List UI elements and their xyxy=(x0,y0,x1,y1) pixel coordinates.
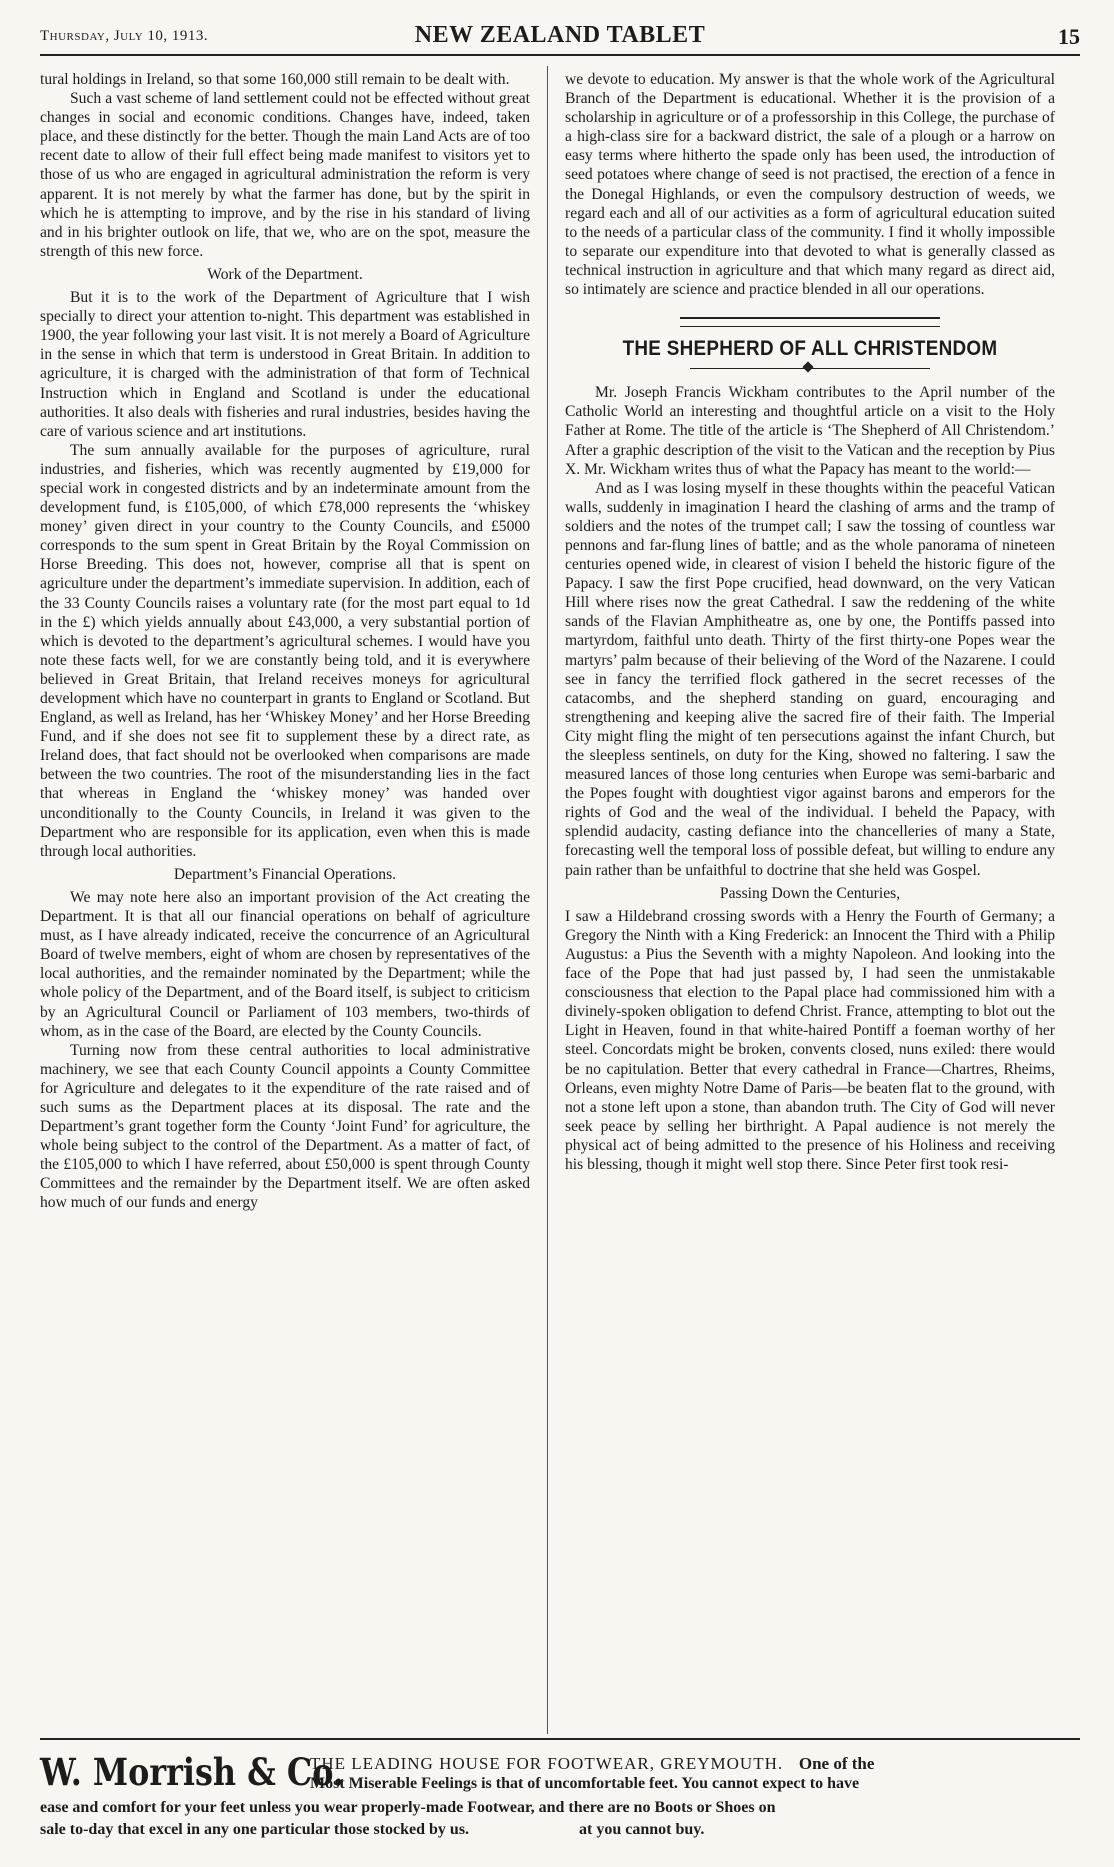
ad-line: ease and comfort for your feet unless you wear properly-made Footwear, and there are no Boots or Shoes on xyxy=(40,1799,776,1816)
column-divider xyxy=(547,66,548,1734)
paragraph: we devote to education. My answer is that the whole work of the Agricultural Branch of the Department is educational. Whether it is the provision of a scholarship in agriculture or of a professorship in this College, the purchase of a high-class sire for a backward district, the sale of a plough or a harrow on easy terms where hitherto the spade only has been used, the introduction of seed potatoes where change of seed is not practised, the erection of a fence in the Donegal Highlands, or even the compulsory destruction of weeds, we regard each and all of our activities as a form of agricultural education suited to the needs of a particular class of the community. I find it wholly impossible to separate our expenditure into that devoted to what is generally classed as technical instruction in agriculture and that which many regard as direct aid, so intimately are science and practice blended in all our operations. xyxy=(565,71,1055,299)
paragraph: I saw a Hildebrand crossing swords with a Henry the Fourth of Germany; a Gregory the Ninth with a King Frederick: an Innocent the Third with a Philip Augustus: a Pius the Seventh with a mighty Napoleon. And looking into the face of the Pope that had just passed by, I had seen the unmistakable consciousness that election to the Papal place had commissioned him with a divinely-spoken obligation to defend Christ. France, attempting to blot out the Light in Heaven, found in that white-haired Pontiff a foeman worthy of her steel. Concordats might be broken, convents closed, nuns exiled: there would be no capitulation. Better that every cathedral in France—Chartres, Rheims, Orleans, even mighty Notre Dame of Paris—be beaten flat to the ground, with not a stone left upon a stone, than abandon truth. The City of God will never seek peace by selling her birthright. A Papal audience is not merely the physical act of being admitted to the presence of his Holiness and receiving his blessing, though it might well stop there. Since Peter first took resi- xyxy=(565,907,1055,1173)
footwear-advertisement xyxy=(40,1748,1080,1858)
paragraph: And as I was losing myself in these thoughts within the peaceful Vatican walls, suddenly in imagination I heard the clashing of arms and the tramp of soldiers and the notes of the trumpet call; I saw the tossing of countless war pennons and far-flung lines of battle; and as the whole panorama of nineteen centuries opened wide, in clearest of vision I beheld the historic figure of the Papacy. I saw the first Pope crucified, head downward, on the very Vatican Hill where rises now the great Cathedral. I saw the reddening of the white sands of the Flavian Amphitheatre as, one by one, the Pontiffs passed into martyrdom, faithful unto death. Thirty of the first thirty-one Popes wear the martyrs’ palm because of their believing of the Word of the Nazarene. I could see in fancy the terrified flock gathered in the secret recesses of the catacombs, and the shepherd standing on guard, encouraging and strengthening and keeping alive the sacred fire of their faith. The Imperial City might fling the might of ten persecutions against the infant Church, but the sleepless sentinels, on duty for the King, showed no faltering. I saw the measured lances of those long centuries when Europe was semi-barbaric and the Popes fought with doughtiest vigor against barons and emperors for the rights of God and the weal of the individual. I beheld the Papacy, with splendid audacity, casting defiance into the chancelleries of many a State, forecasting well the temporal loss of possible defeat, but willing to endure any pain rather than be unfaithful to doctrine that she held was Gospel. xyxy=(565,479,1055,879)
footer-rule xyxy=(40,1738,1080,1740)
ad-line: Most Miserable Feelings is that of uncomfortable feet. You cannot expect to have xyxy=(310,1775,860,1792)
ad-line xyxy=(40,1821,704,1839)
ad-line-tail: One of the xyxy=(798,1754,875,1773)
diamond-rule xyxy=(690,368,930,369)
advertiser-name: W. Morrish & Co. xyxy=(40,1750,345,1794)
ornamental-rule xyxy=(680,317,940,327)
paragraph: Such a vast scheme of land settlement could not be effected without great changes in social and economic conditions. Changes have, indeed, taken place, and these distinctly for the better. Though the main Land Acts are of too recent date to allow of their full effect being made manifest to visitors yet to those of us who are engaged in agricultural administration the reform is very apparent. It is not merely by what the farmer has done, but by the spirit in which he is attempting to improve, and by the rise in his standard of living and in his brighter outlook on life, that we, who are on the spot, measure the strength of this new force. xyxy=(40,90,530,260)
paragraph: Turning now from these central authorities to local administrative machinery, we see that each County Council appoints a County Committee for Agriculture and delegates to it the expenditure of the rate raised and of such sums as the Department places at its disposal. The rate and the Department’s grant together form the County ‘Joint Fund’ for agriculture, the whole being subject to the control of the Department. As a matter of fact, of the £105,000 to which I have referred, about £50,000 is spent through County Committees and the remainder by the Department itself. We are often asked how much of our funds and energy xyxy=(40,1041,530,1212)
paragraph: Mr. Joseph Francis Wickham contributes to the April number of the Catholic World an interesting and thoughtful article on a visit to the Holy Father at Rome. The title of the article is ‘The Shepherd of All Christendom.’ After a graphic description of the visit to the Vatican and the reception by Pius X. Mr. Wickham writes thus of what the Papacy has meant to the world:— xyxy=(565,384,1055,478)
ad-line-tail: at you cannot buy. xyxy=(579,1821,705,1838)
ad-headline: THE LEADING HOUSE FOR FOOTWEAR, GREYMOUTH. xyxy=(310,1754,784,1773)
page-number: 15 xyxy=(1058,24,1080,49)
paragraph: We may note here also an important provision of the Act creating the Department. It is that all our financial operations on behalf of agriculture must, as I have already indicated, receive the concurrence of an Agricultural Board of twelve members, eight of whom are chosen by representatives of the local authorities, and the remainder nominated by the Department; while the whole policy of the Department, and of the Board itself, is subject to criticism by an Agricultural Council or Parliament of 103 members, two-thirds of whom, as in the case of the Board, are elected by the County Councils. xyxy=(40,888,530,1040)
section-subheading: Passing Down the Centuries, xyxy=(719,884,901,902)
section-subheading: Work of the Department. xyxy=(207,265,363,283)
publication-title: NEW ZEALAND TABLET xyxy=(414,22,706,48)
paragraph: tural holdings in Ireland, so that some 160,000 still remain to be dealt with. xyxy=(40,71,510,88)
left-column xyxy=(40,70,530,1730)
section-subheading: Department’s Financial Operations. xyxy=(173,865,397,883)
article-headline: THE SHEPHERD OF ALL CHRISTENDOM xyxy=(622,337,998,361)
page-header xyxy=(40,20,1080,56)
paragraph: The sum annually available for the purposes of agriculture, rural industries, and fisheries, which was recently augmented by £19,000 for special work in congested districts and by an indeterminate amount from the development fund, is £105,000, of which £78,000 represents the ‘whiskey money’ given direct in your country to the County Councils, and £5000 corresponds to the sum spent in Great Britain by the Royal Commission on Horse Breeding. This does not, however, comprise all that is spent on agriculture under the department’s immediate supervision. In addition, each of the 33 County Councils raises a voluntary rate (for the most part equal to 1d in the £) which yields annually about £43,000, a very substantial portion of which is devoted to the department’s agricultural schemes. I would have you note these facts well, for we are constantly being told, and it is everywhere believed in Great Britain, that Ireland receives moneys for agricultural development which have no counterpart in grants to England or Scotland. But England, as well as Ireland, has her ‘Whiskey Money’ and her Horse Breeding Fund, and if she does not see fit to supplement these by a direct rate, as Ireland does, that fact should not be overlooked when comparisons are made between the two countries. The root of the misunderstanding lies in the fact that whereas in England the ‘whiskey money’ was handed over unconditionally to the County Councils, in Ireland it was given to the Department who are responsible for its application, even when this is made through local authorities. xyxy=(40,441,530,860)
right-column xyxy=(565,70,1055,1730)
paragraph: But it is to the work of the Department of Agriculture that I wish specially to direct your attention to-night. This department was established in 1900, the year following your last visit. It is not merely a Board of Agriculture in the sense in which that term is understood in Great Britain. In addition to agriculture, it is charged with the administration of that form of Technical Instruction which in England and Scotland is under the educational authorities. It also deals with fisheries and rural industries, besides having the care of various science and art institutions. xyxy=(40,289,530,440)
diamond-icon xyxy=(802,362,813,373)
ad-line-text: sale to-day that excel in any one particular those stocked by us. xyxy=(40,1821,470,1838)
ad-line xyxy=(310,1754,874,1774)
issue-date: Thursday, July 10, 1913. xyxy=(40,28,209,44)
